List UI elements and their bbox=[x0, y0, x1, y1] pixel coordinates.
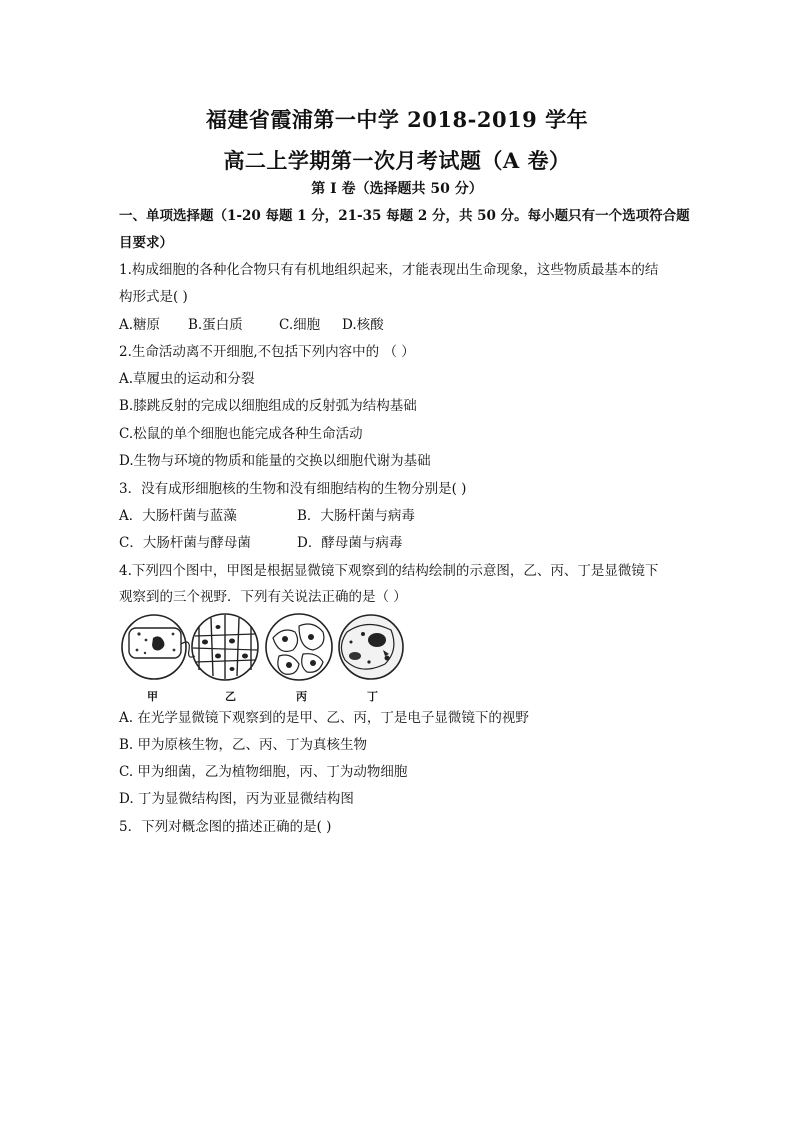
question-4-stem-cont: 观察到的三个视野．下列有关说法正确的是（ ） bbox=[119, 589, 407, 605]
microscope-figure bbox=[119, 612, 409, 702]
exam-subtitle: 高二上学期第一次月考试题（A 卷） bbox=[223, 148, 571, 173]
question-3-stem: 3．没有成形细胞核的生物和没有细胞结构的生物分别是( ) bbox=[119, 481, 467, 497]
question-1-option-c: C.细胞 bbox=[279, 317, 321, 333]
question-2-stem: 2.生命活动离不开细胞,不包括下列内容中的 （ ） bbox=[119, 344, 415, 360]
figure-label-ding: 丁 bbox=[367, 690, 378, 703]
question-2-option-c: C.松鼠的单个细胞也能完成各种生命活动 bbox=[119, 426, 363, 442]
question-3-option-d: D．酵母菌与病毒 bbox=[297, 535, 403, 551]
question-4-option-c: C. 甲为细菌，乙为植物细胞，丙、丁为动物细胞 bbox=[119, 764, 408, 780]
exam-title: 福建省霞浦第一中学 2018-2019 学年 bbox=[205, 107, 589, 132]
question-1-stem-cont: 构形式是( ) bbox=[119, 289, 188, 305]
question-4-option-b: B. 甲为原核生物，乙、丙、丁为真核生物 bbox=[119, 737, 368, 753]
question-1-option-d: D.核酸 bbox=[342, 317, 384, 333]
question-1-option-a: A.糖原 bbox=[119, 317, 161, 333]
question-3-option-b: B．大肠杆菌与病毒 bbox=[297, 508, 415, 524]
figure-bing-animal-cells bbox=[266, 614, 332, 680]
question-5-stem: 5．下列对概念图的描述正确的是( ) bbox=[119, 819, 332, 835]
figure-yi-plant-cells bbox=[192, 614, 258, 680]
figure-jia-bacterium bbox=[122, 615, 195, 679]
question-4-option-d: D. 丁为显微结构图，丙为亚显微结构图 bbox=[119, 791, 354, 807]
question-2-option-b: B.膝跳反射的完成以细胞组成的反射弧为结构基础 bbox=[119, 398, 417, 414]
question-3-option-c: C．大肠杆菌与酵母菌 bbox=[119, 535, 251, 551]
question-2-option-d: D.生物与环境的物质和能量的交换以细胞代谢为基础 bbox=[119, 453, 431, 469]
question-3-option-a: A．大肠杆菌与蓝藻 bbox=[119, 508, 237, 524]
question-1-stem: 1.构成细胞的各种化合物只有有机地组织起来，才能表现出生命现象，这些物质最基本的结 bbox=[119, 262, 659, 278]
figure-label-bing: 丙 bbox=[296, 690, 307, 703]
question-2-option-a: A.草履虫的运动和分裂 bbox=[119, 371, 255, 387]
section-heading: 一、单项选择题（1-20 每题 1 分，21-35 每题 2 分，共 50 分。每小题只有一个选项符合题 bbox=[119, 208, 690, 224]
figure-label-jia: 甲 bbox=[147, 690, 158, 703]
question-4-stem: 4.下列四个图中，甲图是根据显微镜下观察到的结构绘制的示意图，乙、丙、丁是显微镜下 bbox=[119, 563, 659, 579]
question-4-option-a: A. 在光学显微镜下观察到的是甲、乙、丙，丁是电子显微镜下的视野 bbox=[119, 710, 529, 726]
section-heading-cont: 目要求） bbox=[119, 235, 173, 251]
question-1-option-b: B.蛋白质 bbox=[188, 317, 243, 333]
figure-label-yi: 乙 bbox=[225, 690, 236, 703]
figure-ding-micrograph bbox=[339, 615, 403, 679]
section-paper-label: 第 I 卷（选择题共 50 分） bbox=[311, 181, 483, 197]
